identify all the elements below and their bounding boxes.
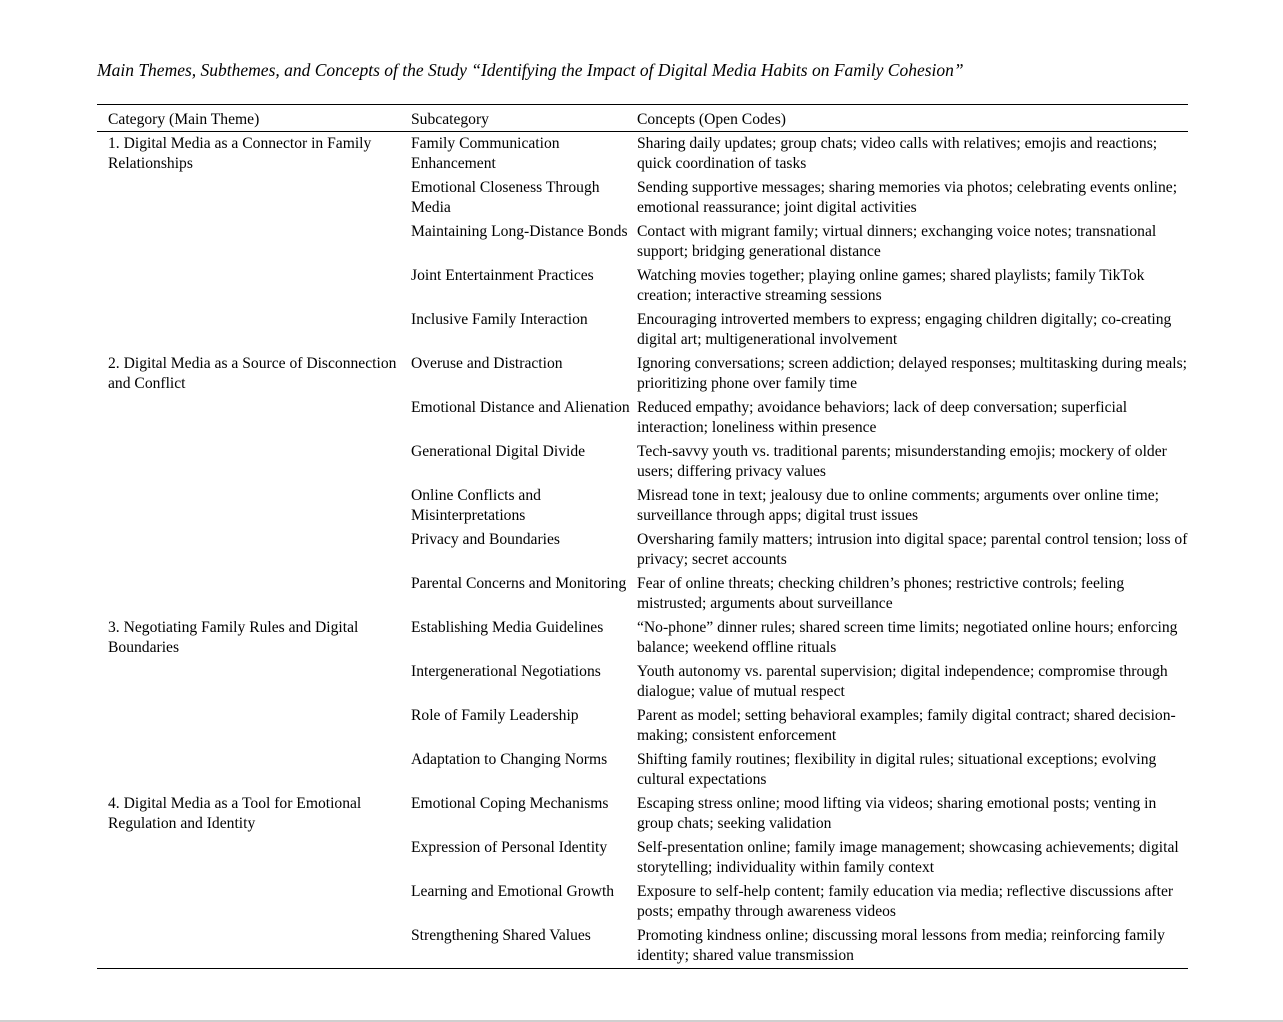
table-row <box>97 528 1188 572</box>
row-category: 2. Digital Media as a Source of Disconnection and Conflict <box>108 355 397 392</box>
row-category: 3. Negotiating Family Rules and Digital Boundaries <box>108 619 359 656</box>
header-subcategory: Subcategory <box>411 111 489 128</box>
table-row <box>97 748 1188 792</box>
row-category <box>97 704 411 748</box>
table-body <box>97 132 1188 969</box>
row-concepts: Sharing daily updates; group chats; video calls with relatives; emojis and reactions; quick coordination of tasks <box>637 135 1158 172</box>
row-concepts: Oversharing family matters; intrusion into digital space; parental control tension; loss of privacy; secret accounts <box>637 531 1188 568</box>
table-row <box>97 132 1188 177</box>
row-category <box>97 440 411 484</box>
row-concepts: Misread tone in text; jealousy due to online comments; arguments over online time; surveillance through apps; digital trust issues <box>637 487 1159 524</box>
row-subcategory: Parental Concerns and Monitoring <box>411 575 627 592</box>
table-header <box>97 105 1188 132</box>
row-category <box>97 176 411 220</box>
header-category: Category (Main Theme) <box>108 111 260 128</box>
row-concepts: Tech-savvy youth vs. traditional parents; misunderstanding emojis; mockery of older users; differing privacy values <box>637 443 1167 480</box>
row-category <box>97 924 411 969</box>
row-subcategory: Maintaining Long-Distance Bonds <box>411 223 628 240</box>
row-category: 1. Digital Media as a Connector in Family Relationships <box>108 135 372 172</box>
row-concepts: “No-phone” dinner rules; shared screen time limits; negotiated online hours; enforcing balance; weekend offline rituals <box>637 619 1178 656</box>
table-row <box>97 924 1188 969</box>
row-category: 4. Digital Media as a Tool for Emotional Regulation and Identity <box>108 795 362 832</box>
row-category <box>97 880 411 924</box>
row-category <box>97 484 411 528</box>
row-category <box>97 660 411 704</box>
row-subcategory: Generational Digital Divide <box>411 443 586 460</box>
row-subcategory: Adaptation to Changing Norms <box>411 751 608 768</box>
row-concepts: Ignoring conversations; screen addiction; delayed responses; multitasking during meals; prioritizing phone over family time <box>637 355 1187 392</box>
row-subcategory: Overuse and Distraction <box>411 355 563 372</box>
row-subcategory: Emotional Closeness Through Media <box>411 179 600 216</box>
row-subcategory: Joint Entertainment Practices <box>411 267 594 284</box>
row-category <box>97 220 411 264</box>
row-subcategory: Emotional Distance and Alienation <box>411 399 630 416</box>
row-concepts: Escaping stress online; mood lifting via videos; sharing emotional posts; venting in group chats; seeking validation <box>637 795 1157 832</box>
table-row <box>97 176 1188 220</box>
row-concepts: Fear of online threats; checking children’s phones; restrictive controls; feeling mistrusted; arguments about surveillance <box>637 575 1125 612</box>
row-concepts: Youth autonomy vs. parental supervision; digital independence; compromise through dialogue; value of mutual respect <box>637 663 1168 700</box>
row-concepts: Watching movies together; playing online games; shared playlists; family TikTok creation; interactive streaming sessions <box>637 267 1145 304</box>
row-category <box>97 308 411 352</box>
row-subcategory: Intergenerational Negotiations <box>411 663 601 680</box>
header-row <box>97 105 1188 132</box>
row-subcategory: Privacy and Boundaries <box>411 531 560 548</box>
row-subcategory: Family Communication Enhancement <box>411 135 560 172</box>
row-category <box>97 748 411 792</box>
table-row <box>97 836 1188 880</box>
themes-table <box>97 104 1188 969</box>
table-row <box>97 660 1188 704</box>
header-concepts: Concepts (Open Codes) <box>637 111 786 128</box>
row-category <box>97 396 411 440</box>
table-row <box>97 880 1188 924</box>
table-row <box>97 484 1188 528</box>
table-row <box>97 704 1188 748</box>
table-row <box>97 264 1188 308</box>
table-row <box>97 616 1188 660</box>
table-caption: Main Themes, Subthemes, and Concepts of the Study “Identifying the Impact of Digital Media Habits on Family Cohesion” <box>97 60 964 80</box>
table-row <box>97 440 1188 484</box>
table-row <box>97 792 1188 836</box>
row-concepts: Exposure to self-help content; family education via media; reflective discussions after posts; empathy through awareness videos <box>637 883 1174 920</box>
row-concepts: Contact with migrant family; virtual dinners; exchanging voice notes; transnational support; bridging generational distance <box>637 223 1157 260</box>
row-subcategory: Role of Family Leadership <box>411 707 579 724</box>
table-row <box>97 352 1188 396</box>
row-subcategory: Expression of Personal Identity <box>411 839 608 856</box>
row-subcategory: Strengthening Shared Values <box>411 927 591 944</box>
table-row <box>97 396 1188 440</box>
row-concepts: Encouraging introverted members to express; engaging children digitally; co-creating digital art; multigenerational involvement <box>637 311 1172 348</box>
row-concepts: Parent as model; setting behavioral examples; family digital contract; shared decision-making; consistent enforcement <box>637 707 1176 744</box>
row-concepts: Reduced empathy; avoidance behaviors; lack of deep conversation; superficial interaction; loneliness within presence <box>637 399 1128 436</box>
table-row <box>97 572 1188 616</box>
table-row <box>97 308 1188 352</box>
row-concepts: Shifting family routines; flexibility in digital rules; situational exceptions; evolving cultural expectations <box>637 751 1157 788</box>
row-category <box>97 264 411 308</box>
row-subcategory: Emotional Coping Mechanisms <box>411 795 609 812</box>
row-category <box>97 528 411 572</box>
table-row <box>97 220 1188 264</box>
row-concepts: Promoting kindness online; discussing moral lessons from media; reinforcing family identity; shared value transmission <box>637 927 1165 964</box>
row-concepts: Sending supportive messages; sharing memories via photos; celebrating events online; emotional reassurance; joint digital activities <box>637 179 1178 216</box>
row-subcategory: Learning and Emotional Growth <box>411 883 615 900</box>
row-concepts: Self-presentation online; family image management; showcasing achievements; digital storytelling; individuality within family context <box>637 839 1179 876</box>
row-category <box>97 836 411 880</box>
row-subcategory: Inclusive Family Interaction <box>411 311 588 328</box>
row-subcategory: Online Conflicts and Misinterpretations <box>411 487 541 524</box>
row-subcategory: Establishing Media Guidelines <box>411 619 604 636</box>
row-category <box>97 572 411 616</box>
